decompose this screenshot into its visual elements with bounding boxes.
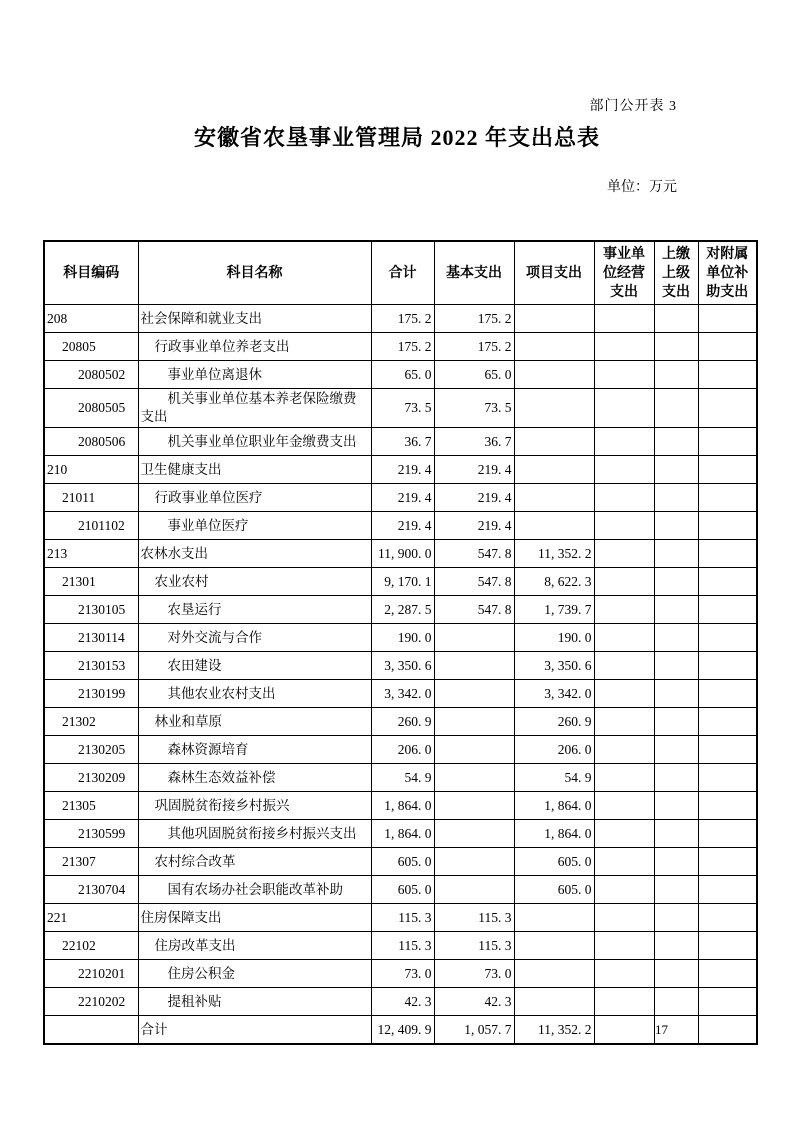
expenditure-table: [43, 240, 758, 1045]
project-cell: [514, 512, 594, 540]
project-cell: [514, 305, 594, 333]
basic-cell: 1, 057. 7: [434, 1016, 514, 1045]
basic-cell: 73. 0: [434, 960, 514, 988]
code-cell: 2080506: [44, 428, 138, 456]
upper-cell: [654, 736, 698, 764]
project-cell: 3, 342. 0: [514, 680, 594, 708]
project-cell: 11, 352. 2: [514, 1016, 594, 1045]
upper-cell: [654, 540, 698, 568]
project-cell: 605. 0: [514, 848, 594, 876]
subsidy-cell: [698, 568, 757, 596]
header-code: 科目编码: [44, 241, 138, 305]
upper-cell: [654, 764, 698, 792]
basic-cell: [434, 848, 514, 876]
project-cell: [514, 361, 594, 389]
basic-cell: 42. 3: [434, 988, 514, 1016]
basic-cell: 219. 4: [434, 456, 514, 484]
operating-cell: [594, 792, 654, 820]
table-header-row: [44, 241, 757, 305]
subsidy-cell: [698, 680, 757, 708]
subsidy-cell: [698, 1016, 757, 1045]
code-cell: 2130153: [44, 652, 138, 680]
operating-cell: [594, 456, 654, 484]
project-cell: [514, 389, 594, 428]
code-cell: 21011: [44, 484, 138, 512]
project-cell: 260. 9: [514, 708, 594, 736]
table-row: [44, 988, 757, 1016]
code-cell: 210: [44, 456, 138, 484]
operating-cell: [594, 624, 654, 652]
upper-cell: [654, 960, 698, 988]
name-cell: 农业农村: [138, 568, 371, 596]
name-cell: 农田建设: [138, 652, 371, 680]
table-row: [44, 680, 757, 708]
basic-cell: 219. 4: [434, 484, 514, 512]
upper-cell: [654, 389, 698, 428]
operating-cell: [594, 988, 654, 1016]
upper-cell: [654, 820, 698, 848]
header-name: 科目名称: [138, 241, 371, 305]
operating-cell: [594, 876, 654, 904]
project-cell: [514, 456, 594, 484]
basic-cell: 175. 2: [434, 333, 514, 361]
code-cell: 2101102: [44, 512, 138, 540]
table-row: [44, 904, 757, 932]
operating-cell: [594, 820, 654, 848]
operating-cell: [594, 484, 654, 512]
unit-label: 单位：万元: [607, 180, 677, 195]
upper-cell: [654, 876, 698, 904]
project-cell: 190. 0: [514, 624, 594, 652]
table-row: [44, 652, 757, 680]
code-cell: 2130105: [44, 596, 138, 624]
upper-cell: [654, 988, 698, 1016]
operating-cell: [594, 361, 654, 389]
page-title: 安徽省农垦事业管理局 2022 年支出总表: [193, 125, 600, 150]
upper-cell: [654, 932, 698, 960]
code-cell: 208: [44, 305, 138, 333]
operating-cell: [594, 764, 654, 792]
name-cell: 提租补贴: [138, 988, 371, 1016]
operating-cell: [594, 596, 654, 624]
operating-cell: [594, 932, 654, 960]
subsidy-cell: [698, 848, 757, 876]
basic-cell: [434, 680, 514, 708]
total-cell: 1, 864. 0: [371, 820, 434, 848]
header-upper: 上缴上级支出: [654, 241, 698, 305]
operating-cell: [594, 540, 654, 568]
total-cell: 9, 170. 1: [371, 568, 434, 596]
subsidy-cell: [698, 512, 757, 540]
name-cell: 对外交流与合作: [138, 624, 371, 652]
operating-cell: [594, 848, 654, 876]
total-cell: 36. 7: [371, 428, 434, 456]
upper-cell: [654, 361, 698, 389]
doc-label: 部门公开表 3: [589, 99, 677, 114]
name-cell: 林业和草原: [138, 708, 371, 736]
total-cell: 115. 3: [371, 932, 434, 960]
upper-cell: [654, 428, 698, 456]
project-cell: 1, 739. 7: [514, 596, 594, 624]
subsidy-cell: [698, 652, 757, 680]
table-row: [44, 512, 757, 540]
code-cell: 21307: [44, 848, 138, 876]
total-cell: 1, 864. 0: [371, 792, 434, 820]
name-cell: 农林水支出: [138, 540, 371, 568]
table-row: [44, 484, 757, 512]
table-body: [44, 305, 757, 1045]
basic-cell: 547. 8: [434, 568, 514, 596]
name-cell: 住房公积金: [138, 960, 371, 988]
basic-cell: 219. 4: [434, 512, 514, 540]
code-cell: 21301: [44, 568, 138, 596]
subsidy-cell: [698, 932, 757, 960]
total-cell: 73. 0: [371, 960, 434, 988]
project-cell: 1, 864. 0: [514, 820, 594, 848]
total-cell: 175. 2: [371, 305, 434, 333]
subsidy-cell: [698, 596, 757, 624]
basic-cell: 115. 3: [434, 904, 514, 932]
basic-cell: [434, 764, 514, 792]
code-cell: 21305: [44, 792, 138, 820]
name-cell: 住房改革支出: [138, 932, 371, 960]
subsidy-cell: [698, 624, 757, 652]
upper-cell: [654, 624, 698, 652]
table-row: [44, 1016, 757, 1045]
basic-cell: 175. 2: [434, 305, 514, 333]
project-cell: [514, 428, 594, 456]
code-cell: 2130599: [44, 820, 138, 848]
total-cell: 42. 3: [371, 988, 434, 1016]
name-cell: 其他巩固脱贫衔接乡村振兴支出: [138, 820, 371, 848]
operating-cell: [594, 736, 654, 764]
subsidy-cell: [698, 389, 757, 428]
upper-cell: [654, 708, 698, 736]
name-cell: 合计: [138, 1016, 371, 1045]
header-subsidy: 对附属单位补助支出: [698, 241, 757, 305]
table-row: [44, 568, 757, 596]
table-row: [44, 624, 757, 652]
project-cell: [514, 484, 594, 512]
table-row: [44, 960, 757, 988]
upper-cell: [654, 333, 698, 361]
basic-cell: [434, 624, 514, 652]
project-cell: 3, 350. 6: [514, 652, 594, 680]
upper-cell: [654, 904, 698, 932]
name-cell: 森林资源培育: [138, 736, 371, 764]
subsidy-cell: [698, 333, 757, 361]
name-cell: 卫生健康支出: [138, 456, 371, 484]
name-cell: 机关事业单位职业年金缴费支出: [138, 428, 371, 456]
code-cell: 2130114: [44, 624, 138, 652]
code-cell: 2080505: [44, 389, 138, 428]
table-row: [44, 932, 757, 960]
table-row: [44, 389, 757, 428]
total-cell: 605. 0: [371, 848, 434, 876]
name-cell: 巩固脱贫衔接乡村振兴: [138, 792, 371, 820]
code-cell: 2130205: [44, 736, 138, 764]
subsidy-cell: [698, 736, 757, 764]
total-cell: 260. 9: [371, 708, 434, 736]
total-cell: 175. 2: [371, 333, 434, 361]
name-cell: 事业单位离退休: [138, 361, 371, 389]
basic-cell: [434, 792, 514, 820]
basic-cell: [434, 736, 514, 764]
header-basic: 基本支出: [434, 241, 514, 305]
project-cell: 206. 0: [514, 736, 594, 764]
subsidy-cell: [698, 764, 757, 792]
table-row: [44, 333, 757, 361]
operating-cell: [594, 708, 654, 736]
name-cell: 社会保障和就业支出: [138, 305, 371, 333]
table-row: [44, 305, 757, 333]
table-row: [44, 361, 757, 389]
table-row: [44, 820, 757, 848]
upper-cell: [654, 305, 698, 333]
name-cell: 机关事业单位基本养老保险缴费支出: [138, 389, 371, 428]
code-cell: 2130704: [44, 876, 138, 904]
operating-cell: [594, 389, 654, 428]
project-cell: [514, 988, 594, 1016]
subsidy-cell: [698, 904, 757, 932]
operating-cell: [594, 512, 654, 540]
name-cell: 事业单位医疗: [138, 512, 371, 540]
total-cell: 54. 9: [371, 764, 434, 792]
name-cell: 农垦运行: [138, 596, 371, 624]
total-cell: 2, 287. 5: [371, 596, 434, 624]
total-cell: 73. 5: [371, 389, 434, 428]
table-row: [44, 540, 757, 568]
upper-cell: [654, 512, 698, 540]
subsidy-cell: [698, 820, 757, 848]
code-cell: 221: [44, 904, 138, 932]
table-row: [44, 848, 757, 876]
header-operating: 事业单位经营支出: [594, 241, 654, 305]
total-cell: 219. 4: [371, 512, 434, 540]
code-cell: 2080502: [44, 361, 138, 389]
project-cell: [514, 904, 594, 932]
total-cell: 206. 0: [371, 736, 434, 764]
subsidy-cell: [698, 484, 757, 512]
basic-cell: [434, 652, 514, 680]
subsidy-cell: [698, 708, 757, 736]
code-cell: 2210201: [44, 960, 138, 988]
basic-cell: [434, 876, 514, 904]
total-cell: 605. 0: [371, 876, 434, 904]
project-cell: 54. 9: [514, 764, 594, 792]
subsidy-cell: [698, 876, 757, 904]
upper-cell: [654, 456, 698, 484]
total-cell: 190. 0: [371, 624, 434, 652]
code-cell: 22102: [44, 932, 138, 960]
name-cell: 农村综合改革: [138, 848, 371, 876]
subsidy-cell: [698, 305, 757, 333]
table-row: [44, 792, 757, 820]
name-cell: 国有农场办社会职能改革补助: [138, 876, 371, 904]
project-cell: 8, 622. 3: [514, 568, 594, 596]
total-cell: 3, 350. 6: [371, 652, 434, 680]
operating-cell: [594, 652, 654, 680]
operating-cell: [594, 568, 654, 596]
operating-cell: [594, 1016, 654, 1045]
subsidy-cell: [698, 792, 757, 820]
subsidy-cell: [698, 428, 757, 456]
operating-cell: [594, 960, 654, 988]
table-row: [44, 708, 757, 736]
upper-cell: [654, 792, 698, 820]
operating-cell: [594, 680, 654, 708]
project-cell: [514, 960, 594, 988]
name-cell: 森林生态效益补偿: [138, 764, 371, 792]
operating-cell: [594, 305, 654, 333]
project-cell: 1, 864. 0: [514, 792, 594, 820]
upper-cell: [654, 848, 698, 876]
subsidy-cell: [698, 988, 757, 1016]
total-cell: 3, 342. 0: [371, 680, 434, 708]
upper-cell: [654, 596, 698, 624]
name-cell: 行政事业单位养老支出: [138, 333, 371, 361]
total-cell: 219. 4: [371, 484, 434, 512]
subsidy-cell: [698, 540, 757, 568]
table-row: [44, 736, 757, 764]
table-row: [44, 456, 757, 484]
project-cell: 605. 0: [514, 876, 594, 904]
header-total: 合计: [371, 241, 434, 305]
subsidy-cell: [698, 361, 757, 389]
table-row: [44, 428, 757, 456]
code-cell: 2130199: [44, 680, 138, 708]
basic-cell: 73. 5: [434, 389, 514, 428]
project-cell: [514, 932, 594, 960]
upper-cell: [654, 484, 698, 512]
project-cell: 11, 352. 2: [514, 540, 594, 568]
project-cell: [514, 333, 594, 361]
page-number: 17: [655, 1022, 668, 1037]
upper-cell: [654, 652, 698, 680]
basic-cell: [434, 820, 514, 848]
code-cell: 20805: [44, 333, 138, 361]
basic-cell: [434, 708, 514, 736]
upper-cell: [654, 568, 698, 596]
name-cell: 住房保障支出: [138, 904, 371, 932]
operating-cell: [594, 428, 654, 456]
operating-cell: [594, 333, 654, 361]
basic-cell: 547. 8: [434, 540, 514, 568]
code-cell: 213: [44, 540, 138, 568]
upper-cell: [654, 680, 698, 708]
table-row: [44, 596, 757, 624]
table-row: [44, 764, 757, 792]
total-cell: 11, 900. 0: [371, 540, 434, 568]
table-row: [44, 876, 757, 904]
basic-cell: 547. 8: [434, 596, 514, 624]
name-cell: 其他农业农村支出: [138, 680, 371, 708]
code-cell: 2210202: [44, 988, 138, 1016]
subsidy-cell: [698, 456, 757, 484]
code-cell: 2130209: [44, 764, 138, 792]
total-cell: 12, 409. 9: [371, 1016, 434, 1045]
operating-cell: [594, 904, 654, 932]
basic-cell: 36. 7: [434, 428, 514, 456]
subsidy-cell: [698, 960, 757, 988]
basic-cell: 115. 3: [434, 932, 514, 960]
code-cell: 21302: [44, 708, 138, 736]
total-cell: 65. 0: [371, 361, 434, 389]
name-cell: 行政事业单位医疗: [138, 484, 371, 512]
total-cell: 219. 4: [371, 456, 434, 484]
header-project: 项目支出: [514, 241, 594, 305]
basic-cell: 65. 0: [434, 361, 514, 389]
total-cell: 115. 3: [371, 904, 434, 932]
code-cell: [44, 1016, 138, 1045]
